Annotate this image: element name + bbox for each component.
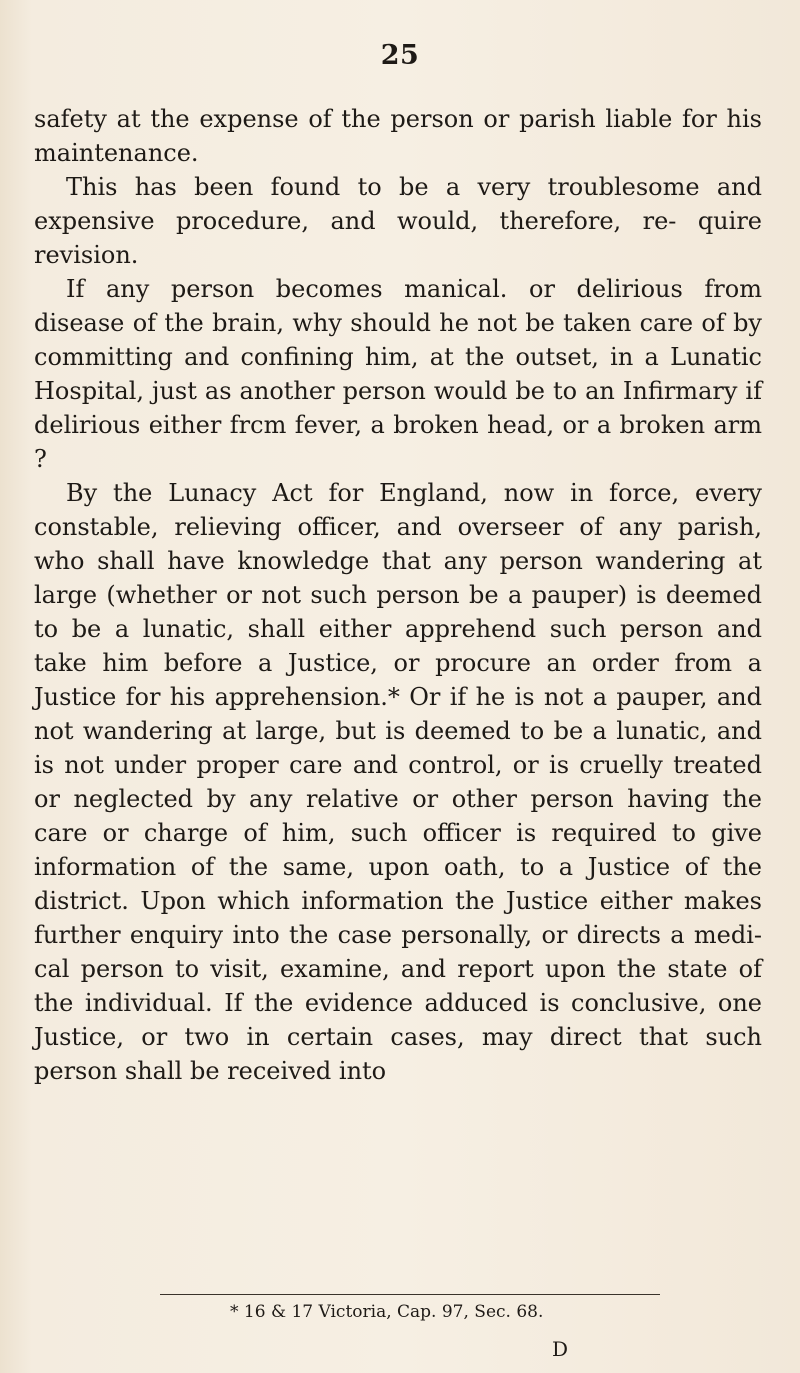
signature-mark: D [552, 1337, 569, 1361]
footnote-divider [160, 1294, 660, 1295]
body-text [34, 102, 762, 1088]
paragraph-lunatic-hospital: If any person becomes manical. or delirious from disease of the brain, why should he not be taken care of by committing and confining him, at the outset, in a Lunatic Hospital, just as another person would be to an Infirmary if delirious either frcm fever, a broken head, or a broken arm ? [34, 275, 762, 473]
paragraph-procedure: This has been found to be a very troublesome and expensive procedure, and would, therefore, re- quire revision. [34, 173, 762, 269]
page-number: 25 [380, 40, 420, 71]
footnote: * 16 & 17 Victoria, Cap. 97, Sec. 68. [230, 1302, 544, 1322]
paragraph-lunacy-act: By the Lunacy Act for England, now in force, every constable, relieving officer, and overseer of any parish, who shall have knowledge that any person wandering at large (whether or not such person be a pauper) is deemed to be a lunatic, shall either apprehend such person and take him before a Justice, or procure an order from a Justice for his apprehension.* Or if he is not a pauper, and not wandering at large, but is deemed to be a lunatic, and is not under proper care and control, or is cruelly treated or neglected by any relative or other person having the care or charge of him, such officer is required to give information of the same, upon oath, to a Justice of the district. Upon which information the Justice either makes further enquiry into the case personally, or directs a medi- cal person to visit, examine, and report upon the state of the individual. If the evidence adduced is conclusive, one Justice, or two in certain cases, may direct that such person shall be received into [34, 479, 762, 1085]
paragraph-continuation: safety at the expense of the person or parish liable for his maintenance. [34, 105, 762, 167]
